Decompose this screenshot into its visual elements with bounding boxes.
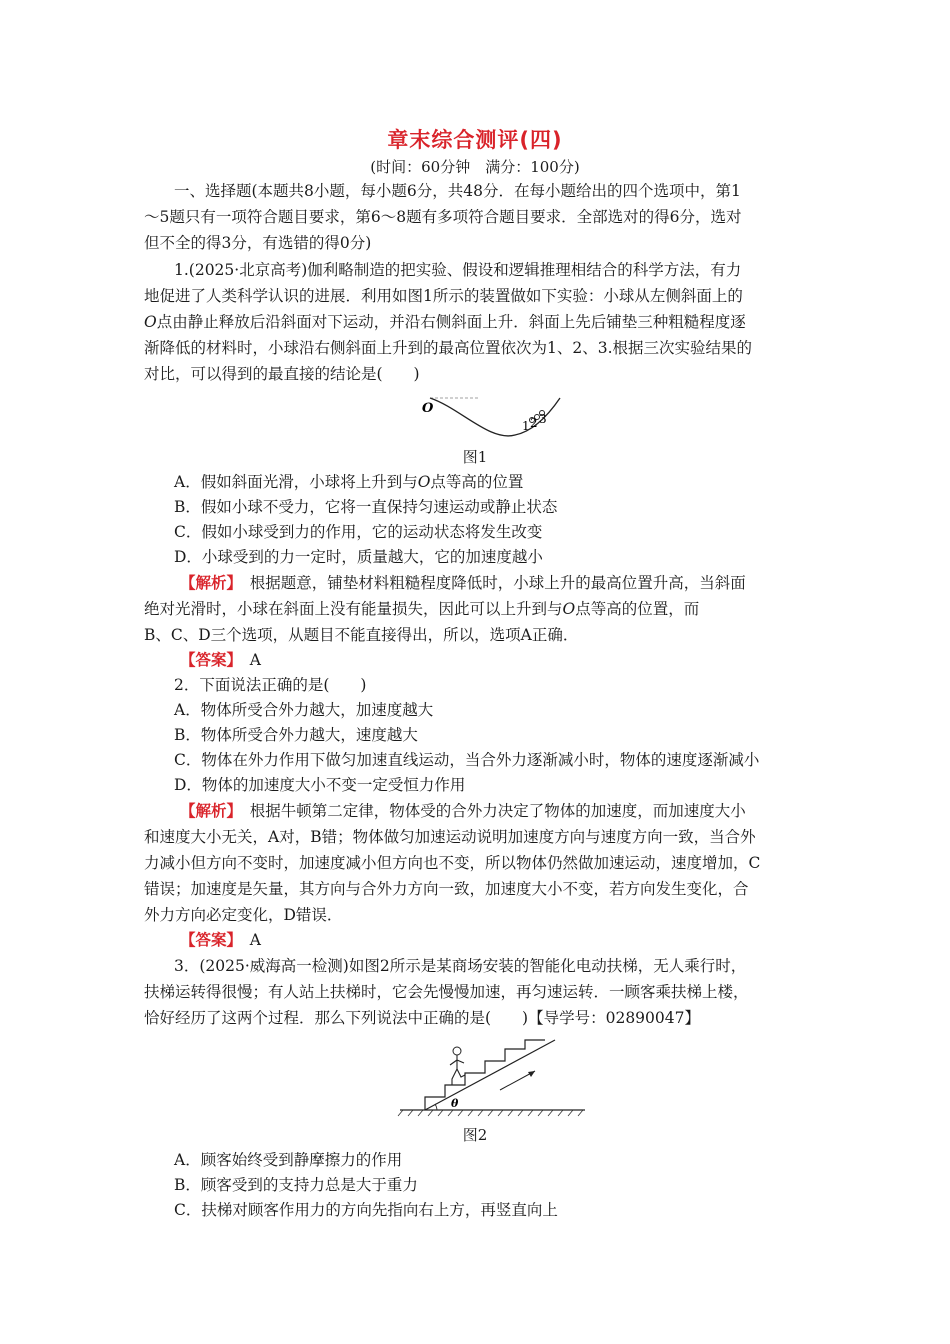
q1-stem-line-3: O点由静止释放后沿斜面对下运动，并沿右侧斜面上升．斜面上先后铺垫三种粗糙程度逐 — [144, 313, 746, 331]
analysis-tag: 【解析】 — [180, 573, 235, 592]
q2-analysis-line-5: 外力方向必定变化，D错误． — [144, 906, 343, 924]
q2-analysis-line-1: 【解析】 根据牛顿第二定律，物体受的合外力决定了物体的加速度，而加速度大小 — [180, 801, 746, 820]
q1-analysis-line-1: 【解析】 根据题意，铺垫材料粗糙程度降低时，小球上升的最高位置升高，当斜面 — [180, 573, 746, 592]
q1-answer: 【答案】 A — [180, 650, 261, 669]
q3-option-c: C．扶梯对顾客作用力的方向先指向右上方，再竖直向上 — [174, 1201, 558, 1219]
q3-stem-line-2: 扶梯运转得很慢；有人站上扶梯时，它会先慢慢加速，再匀速运转．一顾客乘扶梯上楼， — [144, 983, 749, 1001]
q2-stem: 2．下面说法正确的是( ) — [174, 676, 367, 694]
q2-option-b: B．物体所受合外力越大，速度越大 — [174, 726, 418, 744]
q1-analysis-line-3: B、C、D三个选项，从题目不能直接得出，所以，选项A正确． — [144, 626, 579, 644]
ground-hatching — [398, 1110, 583, 1116]
fig1-label-2: 2 — [530, 416, 538, 430]
q2-answer: 【答案】 A — [180, 930, 261, 949]
figure-1-caption: 图1 — [462, 448, 488, 466]
q3-option-b: B．顾客受到的支持力总是大于重力 — [174, 1176, 418, 1194]
q1-analysis-line-2: 绝对光滑时，小球在斜面上没有能量损失，因此可以上升到与O点等高的位置，而 — [144, 600, 700, 618]
q2-option-a: A．物体所受合外力越大，加速度越大 — [174, 701, 434, 719]
q1-stem-line-2: 地促进了人类科学认识的进展．利用如图1所示的装置做如下实验：小球从左侧斜面上的 — [144, 287, 743, 305]
q1-option-c: C．假如小球受到力的作用，它的运动状态将发生改变 — [174, 523, 543, 541]
figure-2-caption: 图2 — [462, 1126, 488, 1144]
angle-label-theta: θ — [451, 1097, 459, 1110]
q1-option-a: A．假如斜面光滑，小球将上升到与O点等高的位置 — [174, 473, 524, 491]
answer-tag: 【答案】 — [180, 650, 235, 669]
section-instruction-line-1: 一、选择题(本题共8小题，每小题6分，共48分．在每小题给出的四个选项中，第1 — [174, 182, 741, 200]
q2-analysis-line-2: 和速度大小无关，A对，B错；物体做匀加速运动说明加速度方向与速度方向一致，当合外 — [144, 828, 756, 846]
q1-option-b: B．假如小球不受力，它将一直保持匀速运动或静止状态 — [174, 498, 558, 516]
figure-1-incline-diagram — [420, 390, 580, 450]
person-figure — [450, 1055, 465, 1085]
q3-stem-line-3: 恰好经历了这两个过程．那么下列说法中正确的是( )【导学号：02890047】 — [144, 1009, 700, 1027]
page-title: 章末综合测评(四) — [387, 128, 563, 152]
escalator-incline — [425, 1040, 555, 1110]
fig1-label-3: 3 — [539, 412, 547, 426]
q1-option-d: D．小球受到的力一定时，质量越大，它的加速度越小 — [174, 548, 543, 566]
angle-arc — [435, 1104, 437, 1110]
q1-stem-line-1: 1.(2025·北京高考)伽利略制造的把实验、假设和逻辑推理相结合的科学方法，有力 — [174, 261, 742, 279]
figure-2-escalator-diagram — [395, 1035, 595, 1125]
person-head — [453, 1047, 461, 1055]
fig1-label-o: O — [422, 401, 434, 416]
q3-stem-line-1: 3．(2025·威海高一检测)如图2所示是某商场安装的智能化电动扶梯，无人乘行时， — [174, 957, 747, 975]
q3-option-a: A．顾客始终受到静摩擦力的作用 — [174, 1151, 403, 1169]
q2-option-d: D．物体的加速度大小不变一定受恒力作用 — [174, 776, 466, 794]
fig1-label-1: 1 — [522, 419, 530, 433]
q1-stem-line-4: 渐降低的材料时，小球沿右侧斜面上升到的最高位置依次为1、2、3.根据三次实验结果的 — [144, 339, 753, 357]
section-instruction-line-3: 但不全的得3分，有选错的得0分) — [144, 234, 372, 252]
section-instruction-line-2: ～5题只有一项符合题目要求，第6～8题有多项符合题目要求．全部选对的得6分，选对 — [144, 208, 742, 226]
exam-info: (时间：60分钟 满分：100分) — [370, 158, 580, 176]
q2-analysis-line-4: 错误；加速度是矢量，其方向与合外力方向一致，加速度大小不变，若方向发生变化，合 — [144, 880, 749, 898]
q2-analysis-line-3: 力减小但方向不变时，加速度减小但方向也不变，所以物体仍然做加速运动，速度增加，C — [144, 854, 761, 872]
q2-option-c: C．物体在外力作用下做匀加速直线运动，当合外力逐渐减小时，物体的速度逐渐减小 — [174, 751, 760, 769]
q1-stem-line-5: 对比，可以得到的最直接的结论是( ) — [144, 365, 420, 383]
